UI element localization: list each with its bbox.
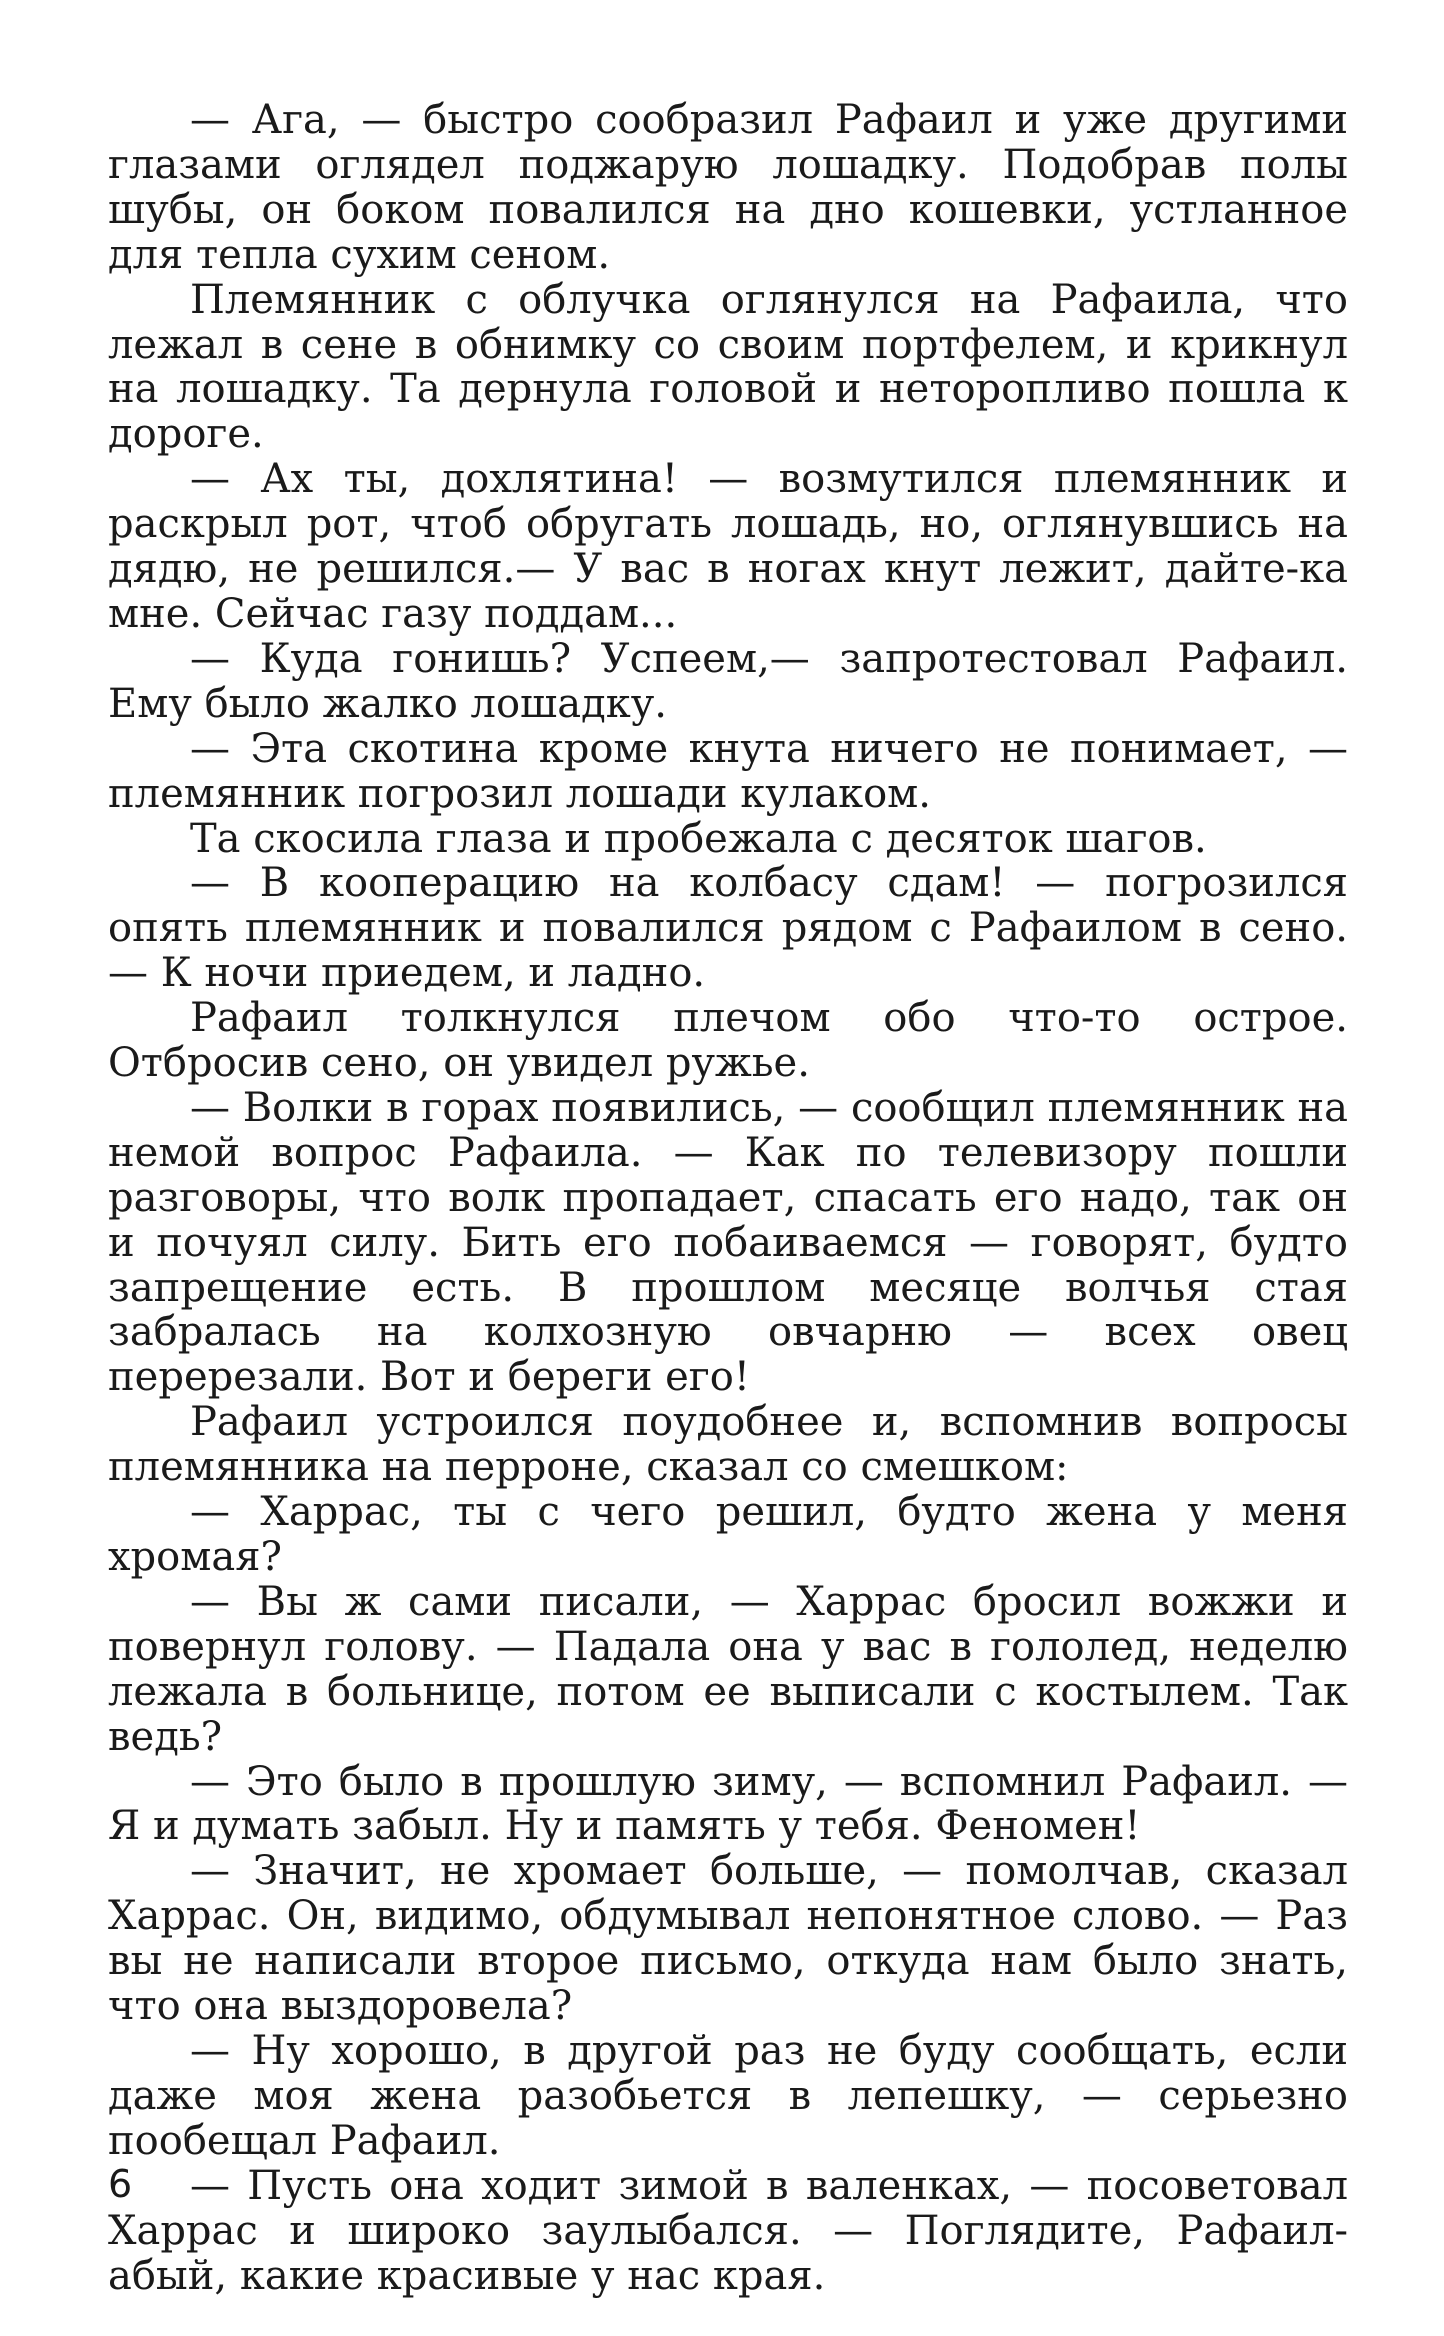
paragraph-1: — Ага, — быстро сообразил Рафаил и уже другими глазами оглядел поджарую лошадку. Подобрав полы шубы, он боком повалился на дно кошевки, устланное для тепла сухим сеном.: [108, 97, 1348, 278]
paragraph-10: Рафаил устроился поудобнее и, вспомнив вопросы племянника на перроне, сказал со смешком:: [108, 1399, 1348, 1491]
paragraph-8: Рафаил толкнулся плечом обо что-то острое. Отбросив сено, он увидел ружье.: [108, 995, 1348, 1087]
paragraph-15: — Ну хорошо, в другой раз не буду сообщать, если даже моя жена разобьется в лепешку, — серьезно пообещал Рафаил.: [108, 2027, 1348, 2164]
page-body-text: [108, 98, 1348, 2298]
paragraph-9: — Волки в горах появились, — сообщил племянник на немой вопрос Рафаила. — Как по телевизору пошли разговоры, что волк пропадает, спасать его надо, так он и почуял силу. Бить его побаиваемся — говорят, будто запрещение есть. В прошлом месяце волчья стая забралась на колхозную овчарню — всех овец перерезали. Вот и береги его!: [108, 1084, 1348, 1401]
page-number: 6: [108, 2162, 133, 2206]
paragraph-11: — Харрас, ты с чего решил, будто жена у меня хромая?: [108, 1489, 1348, 1580]
paragraph-16: — Пусть она ходит зимой в валенках, — посоветовал Харрас и широко заулыбался. — Поглядите, Рафаил-абый, какие красивые у нас края.: [108, 2162, 1348, 2299]
paragraph-14: — Значит, не хромает больше, — помолчав, сказал Харрас. Он, видимо, обдумывал непонятное слово. — Раз вы не написали второе письмо, откуда нам было знать, что она выздоровела?: [108, 1848, 1348, 2030]
paragraph-7: — В кооперацию на колбасу сдам! — погрозился опять племянник и повалился рядом с Рафаилом в сено.— К ночи приедем, и ладно.: [108, 860, 1348, 997]
paragraph-4: — Куда гонишь? Успеем,— запротестовал Рафаил. Ему было жалко лошадку.: [108, 635, 1348, 727]
paragraph-2: Племянник с облучка оглянулся на Рафаила, что лежал в сене в обнимку со своим портфелем, и крикнул на лошадку. Та дернула головой и неторопливо пошла к дороге.: [108, 276, 1348, 458]
paragraph-13: — Это было в прошлую зиму, — вспомнил Рафаил. — Я и думать забыл. Ну и память у тебя. Феномен!: [108, 1758, 1348, 1850]
paragraph-3: — Ах ты, дохлятина! — возмутился племянник и раскрыл рот, чтоб обругать лошадь, но, оглянувшись на дядю, не решился.— У вас в ногах кнут лежит, дайте-ка мне. Сейчас газу поддам...: [108, 456, 1348, 637]
paragraph-6: Та скосила глаза и пробежала с десяток шагов.: [190, 815, 1207, 862]
paragraph-12: — Вы ж сами писали, — Харрас бросил вожжи и повернул голову. — Падала она у вас в гололед, неделю лежала в больнице, потом ее выписали с костылем. Так ведь?: [108, 1578, 1348, 1760]
paragraph-5: — Эта скотина кроме кнута ничего не понимает, — племянник погрозил лошади кулаком.: [108, 725, 1348, 817]
